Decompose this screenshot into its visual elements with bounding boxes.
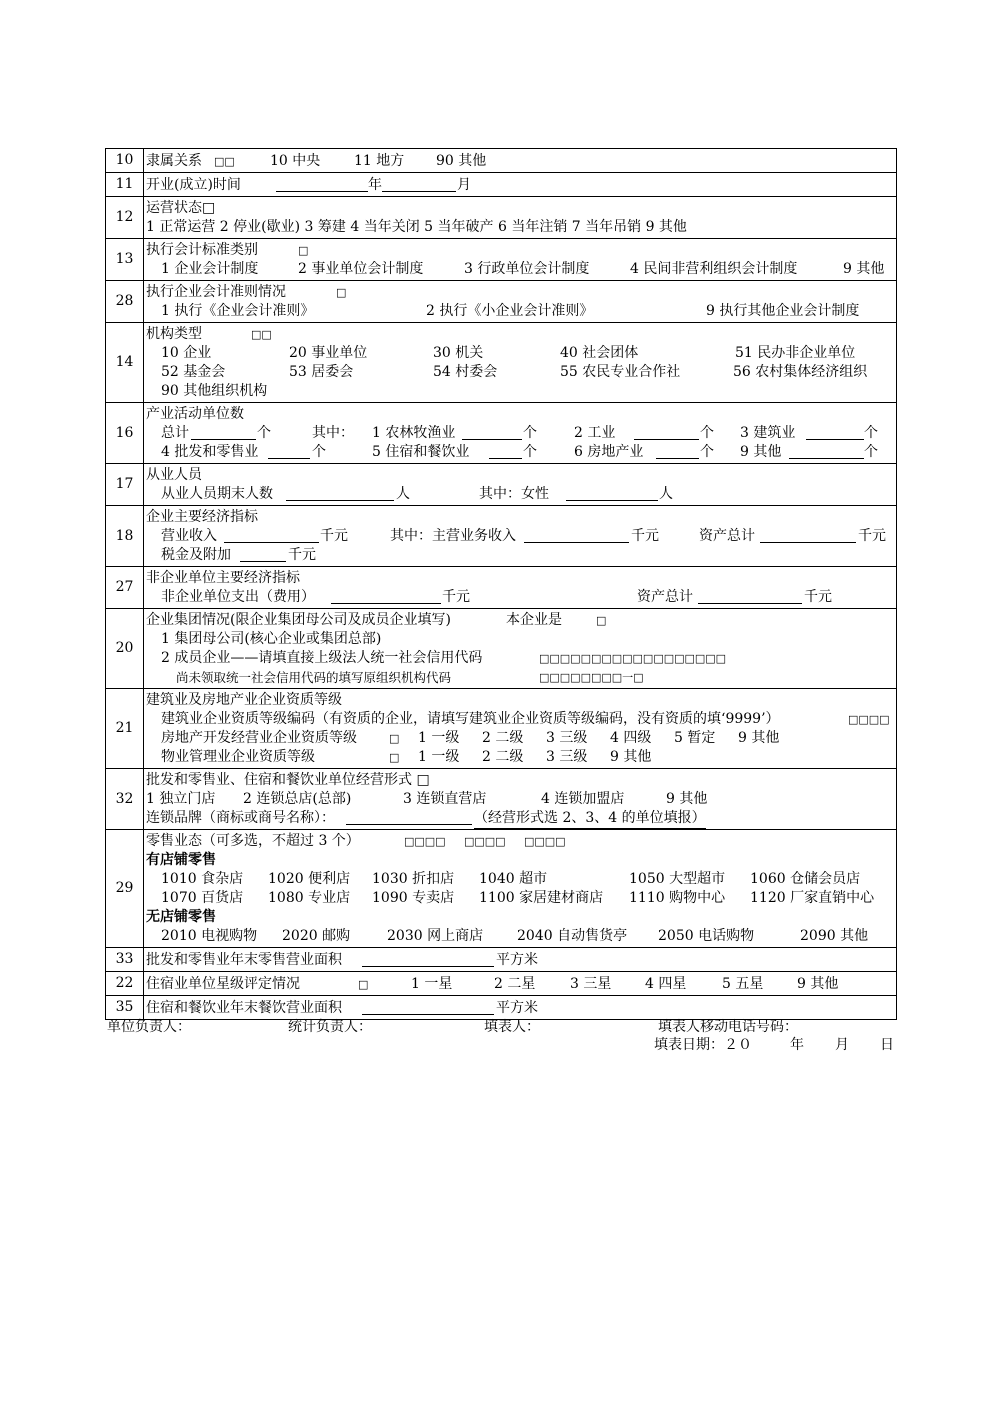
option: 2 连锁总店(总部) — [243, 791, 352, 807]
option: 2 二级 — [482, 730, 524, 746]
code-box[interactable]: □ — [596, 614, 607, 627]
option: 3 行政单位会计制度 — [464, 261, 590, 277]
unit: 平方米 — [496, 951, 538, 968]
option: 53 居委会 — [289, 364, 354, 380]
row-label: 住宿和餐饮业年末餐饮营业面积 — [146, 999, 342, 1016]
row-label: 批发和零售业、住宿和餐饮业单位经营形式 □ — [146, 772, 430, 788]
option: 9 其他 — [666, 791, 708, 807]
option: 4 四星 — [645, 975, 687, 992]
section-heading: 有店铺零售 — [146, 852, 216, 868]
option: 3 三星 — [570, 975, 612, 992]
unit: 个 — [700, 425, 714, 441]
option: 2030 网上商店 — [387, 928, 484, 944]
unit: 千元 — [320, 528, 348, 544]
option: 1100 家居建材商店 — [479, 890, 604, 906]
row-number: 16 — [106, 403, 144, 464]
filler-label: 填表人： — [484, 1019, 540, 1035]
option: 1080 专业店 — [268, 890, 351, 906]
item-label: 资产总计 — [699, 528, 755, 544]
option: 9 执行其他企业会计制度 — [706, 303, 860, 319]
option: 1090 专卖店 — [372, 890, 455, 906]
unit: 千元 — [804, 589, 832, 605]
item-label: 建筑业企业资质等级编码（有资质的企业，请填写建筑业企业资质等级编码，没有资质的填‘9999’） — [161, 711, 780, 727]
unit: 千元 — [858, 528, 886, 544]
code-box[interactable]: □ — [389, 751, 400, 764]
option: 1040 超市 — [479, 871, 548, 887]
option: 20 事业单位 — [289, 345, 368, 361]
item-label: 从业人员期末人数 — [161, 486, 273, 502]
table-row — [106, 464, 897, 506]
option: 51 民办非企业单位 — [735, 345, 856, 361]
table-row — [106, 323, 897, 403]
option: 2 成员企业——请填直接上级法人统一社会信用代码 — [161, 650, 483, 666]
table-row — [106, 281, 897, 323]
code-box[interactable]: □ — [389, 732, 400, 745]
option: 4 民间非营利组织会计制度 — [630, 261, 798, 277]
option: 90 其他组织机构 — [161, 383, 268, 399]
fill-date-label: 填表日期：２０ — [654, 1037, 752, 1053]
month-input[interactable] — [382, 176, 456, 197]
statistics-form-table — [105, 148, 897, 1020]
row-number: 22 — [106, 972, 144, 996]
unit: 个 — [864, 444, 878, 460]
item-label: 连锁品牌（商标或商号名称）： — [146, 810, 335, 826]
row-label: 机构类型 — [146, 326, 202, 342]
code-boxes[interactable]: □□□□ — [464, 835, 506, 848]
option: 2010 电视购物 — [161, 928, 258, 944]
unit: 人 — [659, 486, 673, 502]
table-row — [106, 506, 897, 567]
unit: 个 — [523, 444, 537, 460]
option: 2 事业单位会计制度 — [298, 261, 424, 277]
unit: 千元 — [442, 589, 470, 605]
item-label: 其中：女性 — [479, 486, 549, 502]
option: 1 一级 — [418, 730, 460, 746]
unit: 平方米 — [496, 999, 538, 1016]
item-label: 税金及附加 — [161, 547, 231, 563]
option: 3 三级 — [546, 749, 588, 765]
row-number: 11 — [106, 173, 144, 197]
option: 9 其他 — [843, 261, 885, 277]
option-list: 1 正常运营 2 停业(歇业) 3 筹建 4 当年关闭 5 当年破产 6 当年注销 7 当年吊销 9 其他 — [146, 219, 687, 235]
option: 4 连锁加盟店 — [541, 791, 625, 807]
org-code-boxes[interactable]: □□□□□□□□一□ — [539, 671, 644, 684]
option: 2050 电话购物 — [658, 928, 755, 944]
option: 1 一星 — [411, 975, 453, 992]
option: 5 暂定 — [674, 730, 716, 746]
unit: 个 — [700, 444, 714, 460]
table-row — [106, 609, 897, 689]
option: 1 执行《企业会计准则》 — [161, 303, 315, 319]
option: 2040 自动售货亭 — [517, 928, 628, 944]
unit: 个 — [864, 425, 878, 441]
item-label: 非企业单位支出（费用） — [161, 589, 315, 605]
option: 2090 其他 — [800, 928, 869, 944]
row-number: 33 — [106, 948, 144, 972]
unit: 个 — [312, 444, 326, 460]
item-label: 2 工业 — [574, 425, 616, 441]
item-label: 物业管理业企业资质等级 — [161, 749, 315, 765]
unit: 人 — [396, 486, 410, 502]
year-unit: 年 — [368, 176, 382, 193]
stats-head-label: 统计负责人： — [288, 1019, 372, 1035]
note: （经营形式选 2、3、4 的单位填报） — [474, 809, 706, 829]
option: 5 五星 — [722, 975, 764, 992]
option: 40 社会团体 — [560, 345, 639, 361]
option: 1020 便利店 — [268, 871, 351, 887]
table-row — [106, 948, 897, 972]
row-number: 28 — [106, 281, 144, 323]
row-number: 14 — [106, 323, 144, 403]
table-row — [106, 769, 897, 830]
row-number: 32 — [106, 769, 144, 830]
row-number: 27 — [106, 567, 144, 609]
code-box[interactable]: □ — [336, 286, 347, 299]
row-label: 零售业态（可多选，不超过 3 个） — [146, 833, 360, 849]
among-label: 其中： — [312, 425, 354, 441]
option: 52 基金会 — [161, 364, 226, 380]
row-number: 29 — [106, 830, 144, 948]
code-boxes[interactable]: □□□□ — [404, 835, 446, 848]
code-box[interactable]: □ — [358, 977, 369, 991]
table-row — [106, 403, 897, 464]
option: 2 执行《小企业会计准则》 — [426, 303, 594, 319]
option: 1010 食杂店 — [161, 871, 244, 887]
code-boxes[interactable]: □□ — [214, 154, 235, 168]
item-label: 1 农林牧渔业 — [372, 425, 456, 441]
table-row — [106, 173, 897, 197]
date-day: 日 — [880, 1037, 894, 1053]
month-unit: 月 — [457, 176, 471, 193]
option: 56 农村集体经济组织 — [733, 364, 868, 380]
option: 1110 购物中心 — [629, 890, 726, 906]
option: 1030 折扣店 — [372, 871, 455, 887]
option: 9 其他 — [610, 749, 652, 765]
item-label: 3 建筑业 — [740, 425, 796, 441]
option: 54 村委会 — [433, 364, 498, 380]
option: 2 二星 — [494, 975, 536, 992]
note: 尚未领取统一社会信用代码的填写原组织机构代码 — [176, 670, 452, 685]
row-label: 运营状态□ — [146, 200, 216, 216]
row-number: 18 — [106, 506, 144, 567]
row-label: 企业主要经济指标 — [146, 509, 258, 525]
table-row — [106, 830, 897, 948]
option: 1070 百货店 — [161, 890, 244, 906]
option: 1050 大型超市 — [629, 871, 726, 887]
option: 90 其他 — [436, 152, 487, 169]
row-label: 隶属关系 — [146, 152, 202, 169]
row-number: 21 — [106, 689, 144, 769]
row-label: 住宿业单位星级评定情况 — [146, 975, 300, 992]
option: 2020 邮购 — [282, 928, 351, 944]
option: 1060 仓储会员店 — [750, 871, 861, 887]
row-label: 建筑业及房地产业企业资质等级 — [146, 692, 342, 708]
table-row — [106, 149, 897, 173]
unit-head-label: 单位负责人： — [107, 1019, 191, 1035]
row-number: 35 — [106, 996, 144, 1020]
item-label: 9 其他 — [740, 444, 782, 460]
option: 10 企业 — [161, 345, 212, 361]
unit: 千元 — [631, 528, 659, 544]
option: 11 地方 — [354, 152, 405, 169]
table-row — [106, 689, 897, 769]
code-boxes[interactable]: □□□□ — [848, 713, 890, 726]
credit-code-boxes[interactable]: □□□□□□□□□□□□□□□□□□ — [539, 652, 727, 665]
option: 10 中央 — [270, 152, 321, 169]
option: 1120 厂家直销中心 — [750, 890, 875, 906]
option: 2 二级 — [482, 749, 524, 765]
item-label: 其中：主营业务收入 — [390, 528, 516, 544]
item-label: 本企业是 — [506, 612, 562, 628]
date-month: 月 — [835, 1037, 849, 1053]
item-label: 4 批发和零售业 — [161, 444, 259, 460]
code-boxes[interactable]: □□ — [251, 328, 272, 341]
option: 9 其他 — [738, 730, 780, 746]
row-label: 产业活动单位数 — [146, 406, 244, 422]
section-heading: 无店铺零售 — [146, 909, 216, 925]
row-label: 从业人员 — [146, 467, 202, 483]
item-label: 5 住宿和餐饮业 — [372, 444, 470, 460]
option: 1 一级 — [418, 749, 460, 765]
unit: 个 — [257, 425, 271, 441]
code-box[interactable]: □ — [298, 244, 309, 257]
option: 1 集团母公司(核心企业或集团总部) — [161, 631, 382, 647]
row-label: 批发和零售业年末零售营业面积 — [146, 951, 342, 968]
item-label: 资产总计 — [637, 589, 693, 605]
total-label: 总计 — [161, 425, 189, 441]
filler-phone-label: 填表人移动电话号码： — [658, 1019, 798, 1035]
option: 1 独立门店 — [146, 791, 216, 807]
item-label: 6 房地产业 — [574, 444, 644, 460]
item-label: 房地产开发经营业企业资质等级 — [161, 730, 357, 746]
row-label: 执行企业会计准则情况 — [146, 284, 286, 300]
row-number: 17 — [106, 464, 144, 506]
row-label: 非企业单位主要经济指标 — [146, 570, 300, 586]
table-row — [106, 197, 897, 239]
table-row — [106, 567, 897, 609]
option: 3 连锁直营店 — [403, 791, 487, 807]
row-label: 开业(成立)时间 — [146, 176, 241, 193]
unit: 个 — [523, 425, 537, 441]
year-input[interactable] — [276, 176, 368, 197]
option: 30 机关 — [433, 345, 484, 361]
row-number: 10 — [106, 149, 144, 173]
option: 1 企业会计制度 — [161, 261, 259, 277]
row-number: 20 — [106, 609, 144, 689]
code-boxes[interactable]: □□□□ — [524, 835, 566, 848]
row-label: 企业集团情况(限企业集团母公司及成员企业填写) — [146, 612, 451, 628]
row-label: 执行会计标准类别 — [146, 242, 258, 258]
date-year: 年 — [790, 1037, 804, 1053]
table-row — [106, 239, 897, 281]
table-row — [106, 972, 897, 996]
item-label: 营业收入 — [161, 528, 217, 544]
option: 9 其他 — [797, 975, 839, 992]
option: 55 农民专业合作社 — [560, 364, 681, 380]
row-number: 13 — [106, 239, 144, 281]
option: 4 四级 — [610, 730, 652, 746]
row-number: 12 — [106, 197, 144, 239]
option: 3 三级 — [546, 730, 588, 746]
unit: 千元 — [288, 547, 316, 563]
